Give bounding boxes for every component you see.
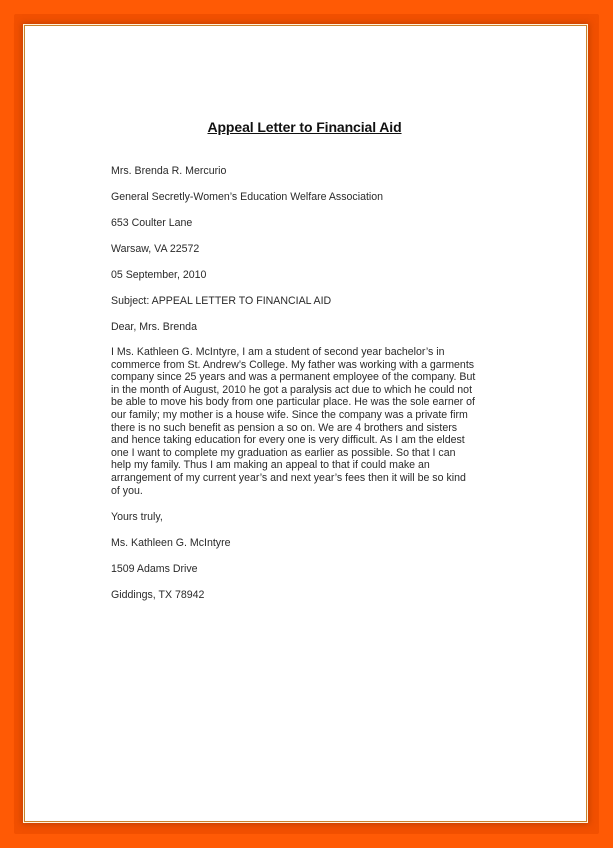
closing: Yours truly, bbox=[111, 511, 163, 524]
body-line: and hence taking education for every one is very difficult. As I am the eldest bbox=[111, 434, 465, 447]
letter-content bbox=[111, 164, 511, 614]
salutation: Dear, Mrs. Brenda bbox=[111, 321, 197, 333]
body-line: I Ms. Kathleen G. McIntyre, I am a student of second year bachelor’s in bbox=[111, 346, 445, 358]
body-line: be able to move his body from one particular place. He was the sole earner of bbox=[111, 396, 475, 409]
letter-page bbox=[24, 25, 587, 822]
body-line: company since 25 years and was a permanent employee of the company. But bbox=[111, 371, 476, 384]
body-line: our family; my mother is a house wife. Since the company was a private firm bbox=[111, 408, 468, 421]
body-line: there is no such benefit as pension a so on. We are 4 brothers and sisters bbox=[111, 421, 458, 434]
letter-date: 05 September, 2010 bbox=[111, 269, 207, 281]
body-line: commerce from St. Andrew’s College. My father was working with a garments bbox=[111, 358, 475, 371]
body-line: one I want to complete my graduation as earlier as possible. So that I can bbox=[111, 446, 456, 459]
recipient-city: Warsaw, VA 22572 bbox=[111, 243, 200, 255]
recipient-name: Mrs. Brenda R. Mercurio bbox=[111, 165, 227, 177]
body-paragraph bbox=[111, 346, 511, 497]
body-line: in the month of August, 2010 he got a paralysis act due to which he could not bbox=[111, 383, 473, 396]
letter-subject: Subject: APPEAL LETTER TO FINANCIAL AID bbox=[111, 295, 332, 307]
sender-street: 1509 Adams Drive bbox=[111, 563, 198, 576]
body-line: help my family. Thus I am making an appeal to that if could make an bbox=[111, 459, 430, 472]
letter-title: Appeal Letter to Financial Aid bbox=[207, 119, 402, 135]
sender-city: Giddings, TX 78942 bbox=[111, 589, 205, 602]
sender-name: Ms. Kathleen G. McIntyre bbox=[111, 537, 231, 550]
body-line: of you. bbox=[111, 484, 143, 497]
body-line: arrangement of my current year’s and next year’s fees then it will be so kind bbox=[111, 471, 466, 484]
recipient-position: General Secretly-Women’s Education Welfare Association bbox=[111, 191, 384, 203]
recipient-street: 653 Coulter Lane bbox=[111, 217, 193, 229]
